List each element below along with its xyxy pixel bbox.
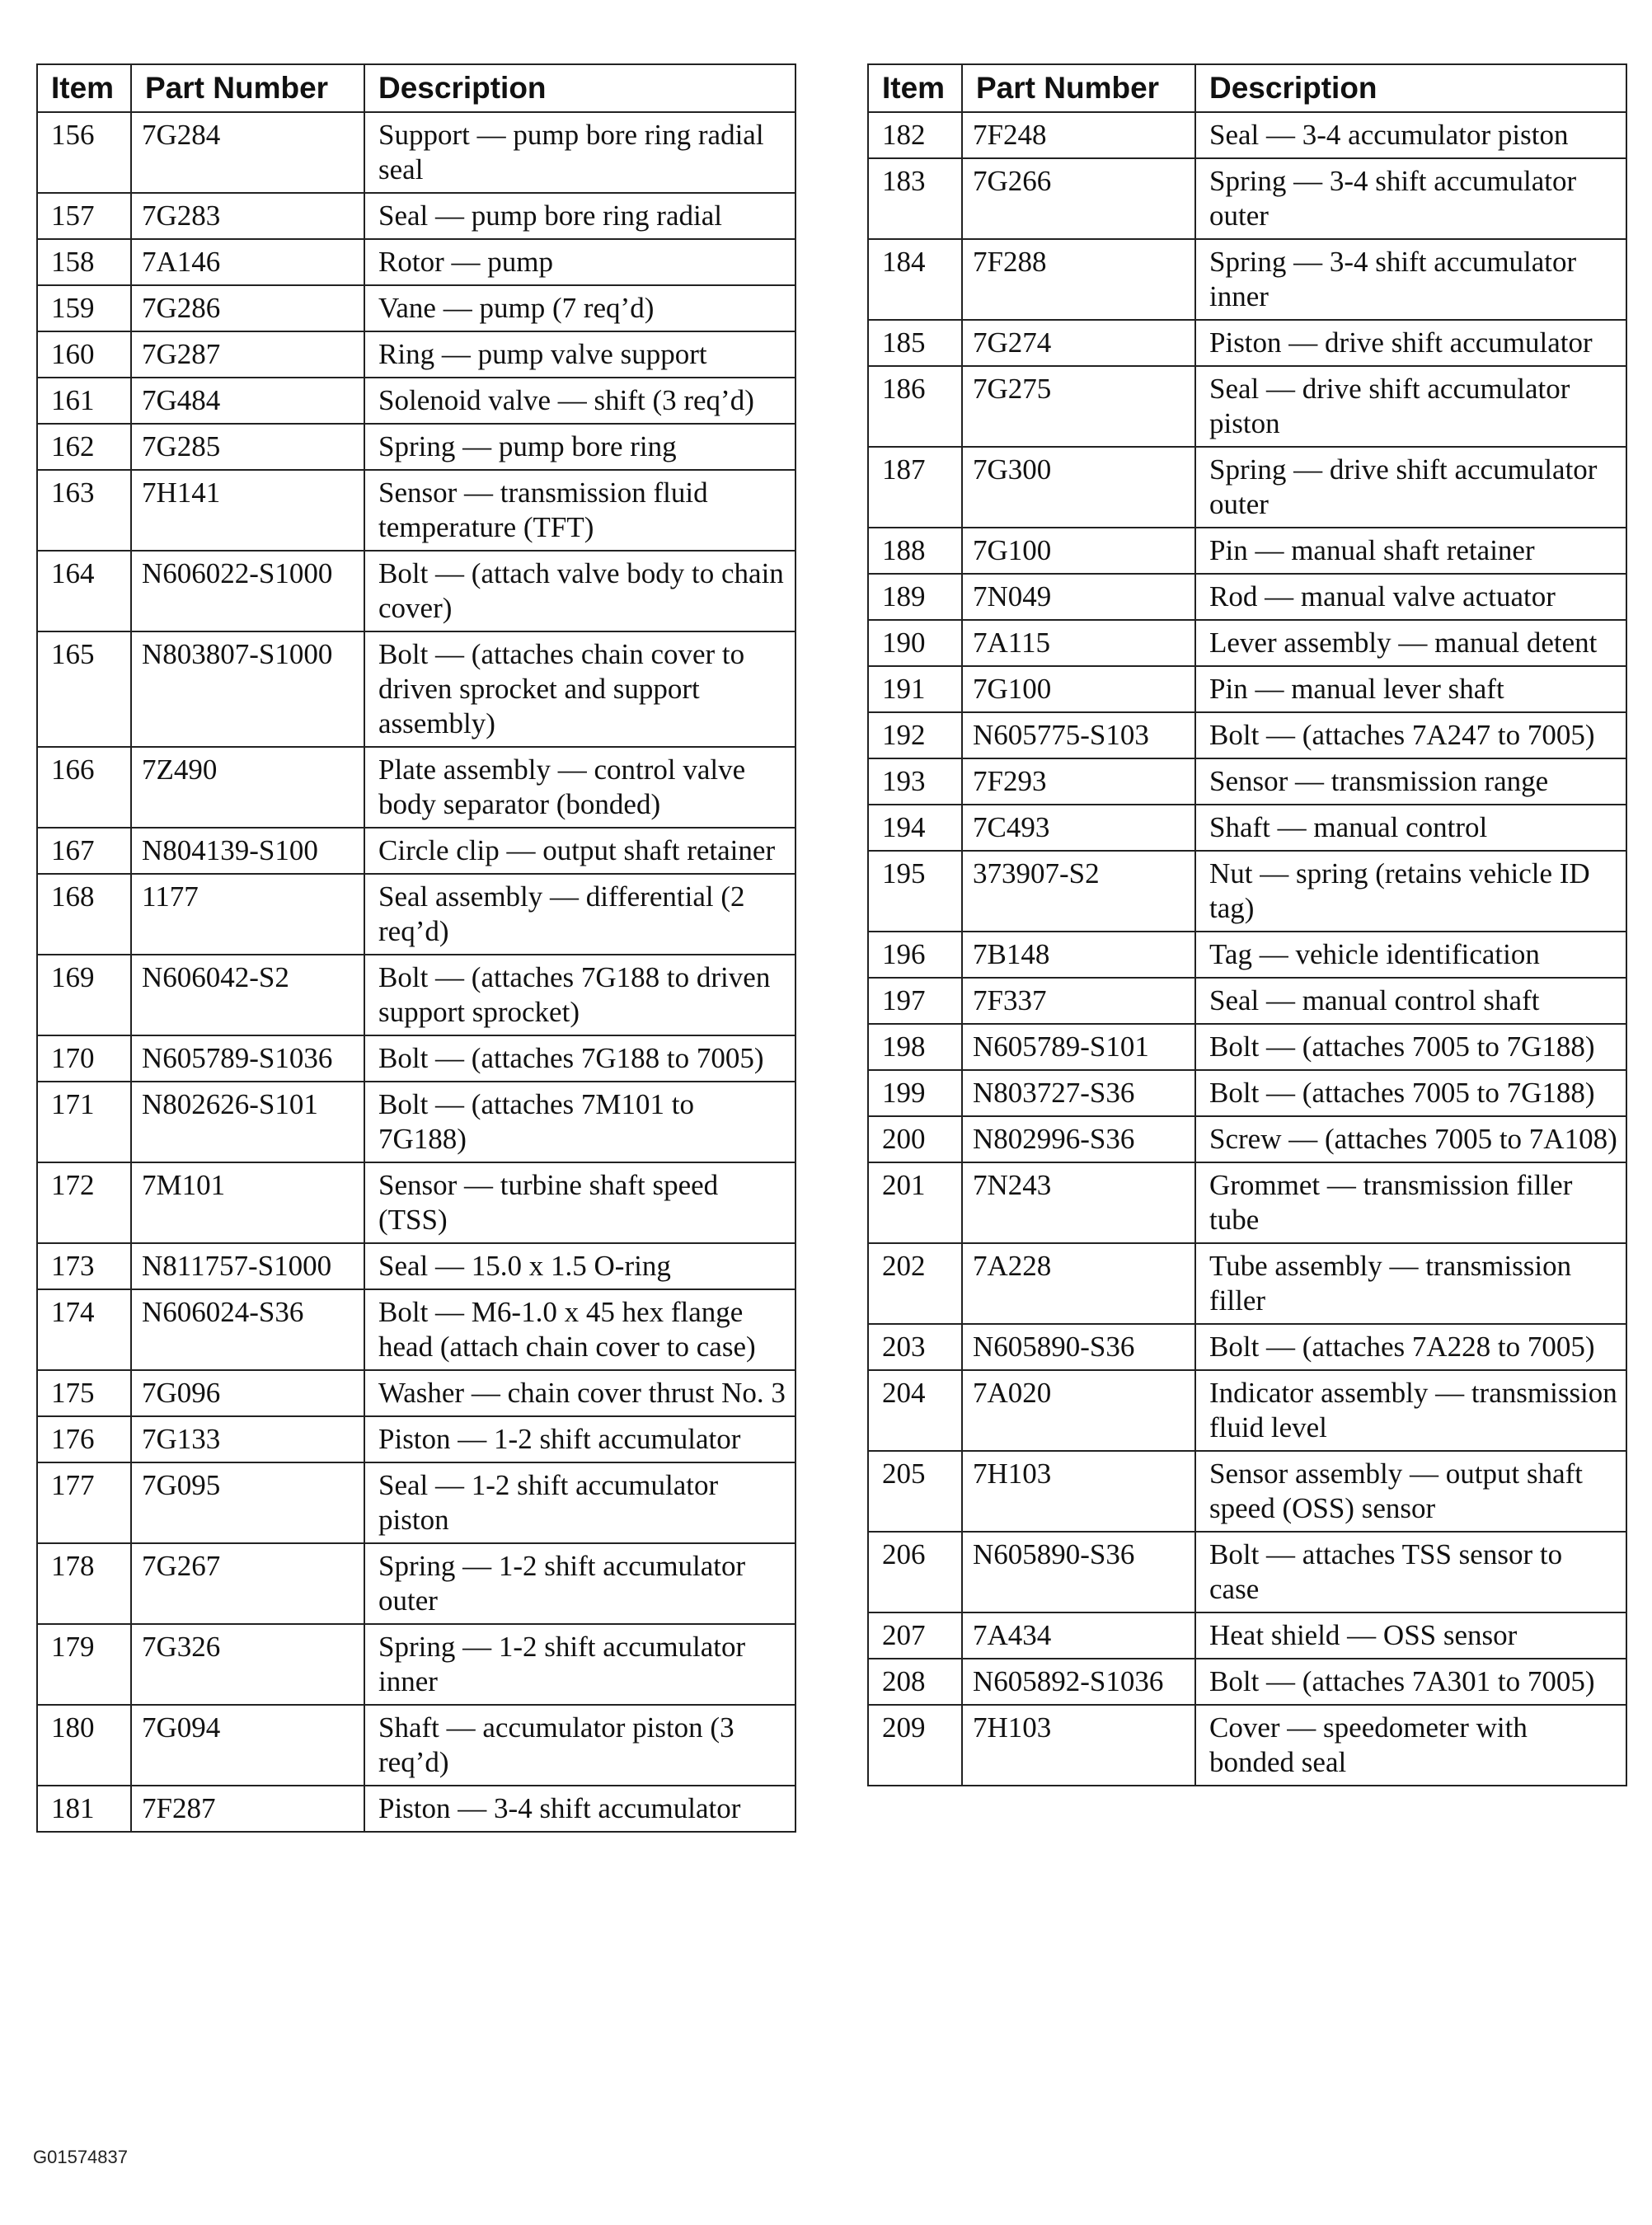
table-row bbox=[868, 1612, 1626, 1659]
table-row bbox=[868, 1024, 1626, 1070]
figure-id-label: G01574837 bbox=[33, 2147, 128, 2167]
item-column-header: Item bbox=[868, 64, 962, 112]
part-number-cell: 7G094 bbox=[131, 1705, 364, 1786]
table-row bbox=[868, 712, 1626, 758]
table-row bbox=[868, 758, 1626, 805]
item-number-cell: 191 bbox=[868, 666, 962, 712]
table-row bbox=[37, 1035, 795, 1082]
table-row bbox=[37, 470, 795, 551]
item-number-cell: 197 bbox=[868, 978, 962, 1024]
table-row bbox=[868, 620, 1626, 666]
item-number-cell: 171 bbox=[37, 1082, 131, 1162]
table-row bbox=[868, 528, 1626, 574]
part-number-cell: N606042-S2 bbox=[131, 955, 364, 1035]
table-row bbox=[37, 193, 795, 239]
description-cell: Bolt — attaches TSS sensor to case bbox=[1195, 1532, 1626, 1612]
table-row bbox=[37, 955, 795, 1035]
item-number-cell: 160 bbox=[37, 331, 131, 378]
item-number-cell: 163 bbox=[37, 470, 131, 551]
table-row bbox=[37, 1082, 795, 1162]
part-number-cell: 7G095 bbox=[131, 1462, 364, 1543]
item-number-cell: 200 bbox=[868, 1116, 962, 1162]
part-number-cell: N605775-S103 bbox=[962, 712, 1195, 758]
item-number-cell: 208 bbox=[868, 1659, 962, 1705]
item-number-cell: 164 bbox=[37, 551, 131, 631]
item-number-cell: 156 bbox=[37, 112, 131, 193]
part-number-cell: 7A146 bbox=[131, 239, 364, 285]
part-number-cell: 373907-S2 bbox=[962, 851, 1195, 932]
table-row bbox=[868, 1324, 1626, 1370]
item-number-cell: 198 bbox=[868, 1024, 962, 1070]
part-number-cell: N605892-S1036 bbox=[962, 1659, 1195, 1705]
table-row bbox=[37, 1786, 795, 1832]
part-number-cell: 7H141 bbox=[131, 470, 364, 551]
part-number-cell: 7N243 bbox=[962, 1162, 1195, 1243]
part-number-cell: N605789-S101 bbox=[962, 1024, 1195, 1070]
description-cell: Screw — (attaches 7005 to 7A108) bbox=[1195, 1116, 1626, 1162]
item-number-cell: 177 bbox=[37, 1462, 131, 1543]
description-cell: Piston — 3-4 shift accumulator bbox=[364, 1786, 795, 1832]
description-cell: Bolt — (attaches 7A247 to 7005) bbox=[1195, 712, 1626, 758]
item-number-cell: 167 bbox=[37, 828, 131, 874]
description-cell: Circle clip — output shaft retainer bbox=[364, 828, 795, 874]
part-number-cell: 7C493 bbox=[962, 805, 1195, 851]
description-cell: Seal assembly — differential (2 req’d) bbox=[364, 874, 795, 955]
part-number-cell: 7G266 bbox=[962, 158, 1195, 239]
description-cell: Spring — drive shift accumulator outer bbox=[1195, 447, 1626, 528]
description-cell: Seal — pump bore ring radial bbox=[364, 193, 795, 239]
table-row bbox=[868, 447, 1626, 528]
table-row bbox=[868, 1705, 1626, 1786]
table-row bbox=[37, 551, 795, 631]
part-number-cell: 7F293 bbox=[962, 758, 1195, 805]
part-number-cell: 7G283 bbox=[131, 193, 364, 239]
description-column-header: Description bbox=[1195, 64, 1626, 112]
description-cell: Bolt — (attaches 7A301 to 7005) bbox=[1195, 1659, 1626, 1705]
table-row bbox=[868, 1116, 1626, 1162]
part-number-cell: 1177 bbox=[131, 874, 364, 955]
part-number-cell: N605890-S36 bbox=[962, 1324, 1195, 1370]
item-number-cell: 169 bbox=[37, 955, 131, 1035]
description-cell: Seal — 15.0 x 1.5 O-ring bbox=[364, 1243, 795, 1289]
item-number-cell: 206 bbox=[868, 1532, 962, 1612]
item-number-cell: 202 bbox=[868, 1243, 962, 1324]
part-number-cell: 7G267 bbox=[131, 1543, 364, 1624]
item-number-cell: 176 bbox=[37, 1416, 131, 1462]
description-cell: Grommet — transmission filler tube bbox=[1195, 1162, 1626, 1243]
description-cell: Cover — speedometer with bonded seal bbox=[1195, 1705, 1626, 1786]
description-cell: Spring — 3-4 shift accumulator outer bbox=[1195, 158, 1626, 239]
part-number-cell: 7A020 bbox=[962, 1370, 1195, 1451]
table-row bbox=[868, 1370, 1626, 1451]
part-number-cell: 7G285 bbox=[131, 424, 364, 470]
table-row bbox=[868, 1070, 1626, 1116]
table-row bbox=[37, 1243, 795, 1289]
description-cell: Seal — manual control shaft bbox=[1195, 978, 1626, 1024]
part-number-column-header: Part Number bbox=[962, 64, 1195, 112]
item-number-cell: 203 bbox=[868, 1324, 962, 1370]
item-number-cell: 207 bbox=[868, 1612, 962, 1659]
item-number-cell: 170 bbox=[37, 1035, 131, 1082]
table-row bbox=[868, 1659, 1626, 1705]
item-number-cell: 158 bbox=[37, 239, 131, 285]
description-column-header: Description bbox=[364, 64, 795, 112]
item-number-cell: 186 bbox=[868, 366, 962, 447]
description-cell: Bolt — (attaches 7G188 to 7005) bbox=[364, 1035, 795, 1082]
item-number-cell: 159 bbox=[37, 285, 131, 331]
item-number-cell: 180 bbox=[37, 1705, 131, 1786]
description-cell: Sensor — transmission fluid temperature (TFT) bbox=[364, 470, 795, 551]
table-row bbox=[868, 932, 1626, 978]
description-cell: Ring — pump valve support bbox=[364, 331, 795, 378]
description-cell: Bolt — (attaches 7005 to 7G188) bbox=[1195, 1024, 1626, 1070]
table-row bbox=[868, 1243, 1626, 1324]
table-row bbox=[37, 631, 795, 747]
description-cell: Seal — 3-4 accumulator piston bbox=[1195, 112, 1626, 158]
parts-table-left-body bbox=[37, 112, 795, 1832]
item-number-cell: 187 bbox=[868, 447, 962, 528]
description-cell: Spring — pump bore ring bbox=[364, 424, 795, 470]
table-row bbox=[37, 112, 795, 193]
part-number-cell: N811757-S1000 bbox=[131, 1243, 364, 1289]
description-cell: Piston — 1-2 shift accumulator bbox=[364, 1416, 795, 1462]
part-number-cell: 7G284 bbox=[131, 112, 364, 193]
part-number-cell: N605789-S1036 bbox=[131, 1035, 364, 1082]
item-number-cell: 172 bbox=[37, 1162, 131, 1243]
table-row bbox=[868, 1451, 1626, 1532]
description-cell: Spring — 1-2 shift accumulator inner bbox=[364, 1624, 795, 1705]
part-number-cell: 7A434 bbox=[962, 1612, 1195, 1659]
table-row bbox=[868, 366, 1626, 447]
table-row bbox=[868, 320, 1626, 366]
part-number-cell: N802626-S101 bbox=[131, 1082, 364, 1162]
part-number-cell: N606022-S1000 bbox=[131, 551, 364, 631]
table-row bbox=[37, 285, 795, 331]
description-cell: Bolt — (attaches 7G188 to driven support sprocket) bbox=[364, 955, 795, 1035]
part-number-cell: 7G300 bbox=[962, 447, 1195, 528]
description-cell: Shaft — accumulator piston (3 req’d) bbox=[364, 1705, 795, 1786]
table-row bbox=[37, 1543, 795, 1624]
item-number-cell: 182 bbox=[868, 112, 962, 158]
part-number-cell: 7G274 bbox=[962, 320, 1195, 366]
part-number-cell: 7M101 bbox=[131, 1162, 364, 1243]
description-cell: Sensor — turbine shaft speed (TSS) bbox=[364, 1162, 795, 1243]
table-row bbox=[37, 828, 795, 874]
description-cell: Tag — vehicle identification bbox=[1195, 932, 1626, 978]
table-row bbox=[37, 1370, 795, 1416]
part-number-cell: 7G100 bbox=[962, 666, 1195, 712]
description-cell: Pin — manual lever shaft bbox=[1195, 666, 1626, 712]
item-number-cell: 178 bbox=[37, 1543, 131, 1624]
description-cell: Lever assembly — manual detent bbox=[1195, 620, 1626, 666]
part-number-column-header: Part Number bbox=[131, 64, 364, 112]
description-cell: Seal — 1-2 shift accumulator piston bbox=[364, 1462, 795, 1543]
item-number-cell: 189 bbox=[868, 574, 962, 620]
description-cell: Support — pump bore ring radial seal bbox=[364, 112, 795, 193]
table-row bbox=[37, 747, 795, 828]
part-number-cell: 7F287 bbox=[131, 1786, 364, 1832]
table-header-row bbox=[37, 64, 795, 112]
table-row bbox=[37, 331, 795, 378]
item-number-cell: 175 bbox=[37, 1370, 131, 1416]
parts-table-right-body bbox=[868, 112, 1626, 1786]
table-row bbox=[868, 978, 1626, 1024]
item-number-cell: 196 bbox=[868, 932, 962, 978]
part-number-cell: N605890-S36 bbox=[962, 1532, 1195, 1612]
description-cell: Bolt — M6-1.0 x 45 hex flange head (attach chain cover to case) bbox=[364, 1289, 795, 1370]
item-number-cell: 192 bbox=[868, 712, 962, 758]
description-cell: Sensor assembly — output shaft speed (OSS) sensor bbox=[1195, 1451, 1626, 1532]
table-row bbox=[37, 1624, 795, 1705]
item-number-cell: 209 bbox=[868, 1705, 962, 1786]
item-number-cell: 165 bbox=[37, 631, 131, 747]
table-row bbox=[37, 239, 795, 285]
table-row bbox=[37, 1162, 795, 1243]
description-cell: Vane — pump (7 req’d) bbox=[364, 285, 795, 331]
table-row bbox=[37, 1462, 795, 1543]
item-number-cell: 190 bbox=[868, 620, 962, 666]
table-row bbox=[37, 1289, 795, 1370]
part-number-cell: 7G096 bbox=[131, 1370, 364, 1416]
part-number-cell: N803807-S1000 bbox=[131, 631, 364, 747]
item-number-cell: 183 bbox=[868, 158, 962, 239]
part-number-cell: 7G100 bbox=[962, 528, 1195, 574]
description-cell: Bolt — (attaches 7005 to 7G188) bbox=[1195, 1070, 1626, 1116]
table-row bbox=[868, 239, 1626, 320]
description-cell: Washer — chain cover thrust No. 3 bbox=[364, 1370, 795, 1416]
item-number-cell: 179 bbox=[37, 1624, 131, 1705]
part-number-cell: 7G133 bbox=[131, 1416, 364, 1462]
description-cell: Nut — spring (retains vehicle ID tag) bbox=[1195, 851, 1626, 932]
part-number-cell: 7G287 bbox=[131, 331, 364, 378]
description-cell: Bolt — (attaches chain cover to driven sprocket and support assembly) bbox=[364, 631, 795, 747]
part-number-cell: N606024-S36 bbox=[131, 1289, 364, 1370]
item-number-cell: 195 bbox=[868, 851, 962, 932]
item-number-cell: 162 bbox=[37, 424, 131, 470]
description-cell: Rod — manual valve actuator bbox=[1195, 574, 1626, 620]
parts-table-right bbox=[867, 63, 1627, 1786]
description-cell: Plate assembly — control valve body separator (bonded) bbox=[364, 747, 795, 828]
table-row bbox=[868, 805, 1626, 851]
description-cell: Sensor — transmission range bbox=[1195, 758, 1626, 805]
table-row bbox=[37, 424, 795, 470]
part-number-cell: 7A115 bbox=[962, 620, 1195, 666]
description-cell: Bolt — (attaches 7M101 to 7G188) bbox=[364, 1082, 795, 1162]
description-cell: Rotor — pump bbox=[364, 239, 795, 285]
description-cell: Shaft — manual control bbox=[1195, 805, 1626, 851]
description-cell: Piston — drive shift accumulator bbox=[1195, 320, 1626, 366]
part-number-cell: 7Z490 bbox=[131, 747, 364, 828]
table-row bbox=[868, 112, 1626, 158]
part-number-cell: 7G275 bbox=[962, 366, 1195, 447]
table-row bbox=[868, 574, 1626, 620]
item-number-cell: 168 bbox=[37, 874, 131, 955]
description-cell: Tube assembly — transmission filler bbox=[1195, 1243, 1626, 1324]
item-number-cell: 184 bbox=[868, 239, 962, 320]
description-cell: Bolt — (attaches 7A228 to 7005) bbox=[1195, 1324, 1626, 1370]
table-row bbox=[868, 851, 1626, 932]
part-number-cell: 7G286 bbox=[131, 285, 364, 331]
table-row bbox=[37, 378, 795, 424]
item-number-cell: 188 bbox=[868, 528, 962, 574]
item-number-cell: 194 bbox=[868, 805, 962, 851]
item-number-cell: 205 bbox=[868, 1451, 962, 1532]
part-number-cell: 7H103 bbox=[962, 1451, 1195, 1532]
table-row bbox=[868, 1532, 1626, 1612]
item-number-cell: 173 bbox=[37, 1243, 131, 1289]
table-row bbox=[37, 1705, 795, 1786]
item-number-cell: 166 bbox=[37, 747, 131, 828]
description-cell: Spring — 1-2 shift accumulator outer bbox=[364, 1543, 795, 1624]
item-number-cell: 193 bbox=[868, 758, 962, 805]
part-number-cell: 7G484 bbox=[131, 378, 364, 424]
item-column-header: Item bbox=[37, 64, 131, 112]
description-cell: Pin — manual shaft retainer bbox=[1195, 528, 1626, 574]
table-row bbox=[868, 666, 1626, 712]
description-cell: Seal — drive shift accumulator piston bbox=[1195, 366, 1626, 447]
description-cell: Solenoid valve — shift (3 req’d) bbox=[364, 378, 795, 424]
part-number-cell: 7G326 bbox=[131, 1624, 364, 1705]
item-number-cell: 161 bbox=[37, 378, 131, 424]
part-number-cell: N804139-S100 bbox=[131, 828, 364, 874]
item-number-cell: 185 bbox=[868, 320, 962, 366]
description-cell: Bolt — (attach valve body to chain cover) bbox=[364, 551, 795, 631]
part-number-cell: 7F337 bbox=[962, 978, 1195, 1024]
part-number-cell: 7A228 bbox=[962, 1243, 1195, 1324]
part-number-cell: 7F288 bbox=[962, 239, 1195, 320]
part-number-cell: 7F248 bbox=[962, 112, 1195, 158]
table-row bbox=[37, 874, 795, 955]
table-row bbox=[37, 1416, 795, 1462]
parts-table-left bbox=[36, 63, 796, 1833]
item-number-cell: 181 bbox=[37, 1786, 131, 1832]
item-number-cell: 201 bbox=[868, 1162, 962, 1243]
description-cell: Indicator assembly — transmission fluid level bbox=[1195, 1370, 1626, 1451]
part-number-cell: 7B148 bbox=[962, 932, 1195, 978]
part-number-cell: N803727-S36 bbox=[962, 1070, 1195, 1116]
item-number-cell: 204 bbox=[868, 1370, 962, 1451]
table-row bbox=[868, 158, 1626, 239]
description-cell: Spring — 3-4 shift accumulator inner bbox=[1195, 239, 1626, 320]
item-number-cell: 157 bbox=[37, 193, 131, 239]
part-number-cell: 7N049 bbox=[962, 574, 1195, 620]
description-cell: Heat shield — OSS sensor bbox=[1195, 1612, 1626, 1659]
part-number-cell: N802996-S36 bbox=[962, 1116, 1195, 1162]
table-row bbox=[868, 1162, 1626, 1243]
part-number-cell: 7H103 bbox=[962, 1705, 1195, 1786]
item-number-cell: 199 bbox=[868, 1070, 962, 1116]
table-header-row bbox=[868, 64, 1626, 112]
item-number-cell: 174 bbox=[37, 1289, 131, 1370]
